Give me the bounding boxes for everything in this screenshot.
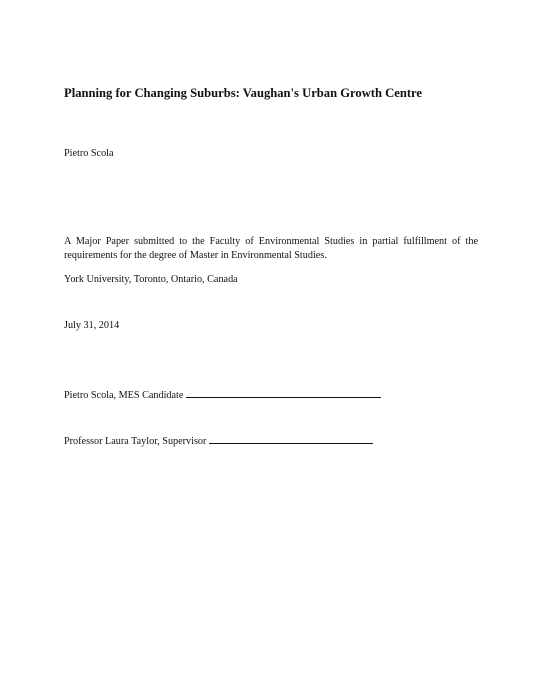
candidate-signature-line bbox=[64, 387, 381, 403]
supervisor-signature-line bbox=[64, 433, 373, 449]
candidate-signature-blank bbox=[186, 387, 381, 398]
institution-line: York University, Toronto, Ontario, Canada bbox=[64, 274, 238, 285]
submission-date: July 31, 2014 bbox=[64, 320, 120, 331]
submission-statement: A Major Paper submitted to the Faculty of Environmental Studies in partial fulfillment of the requirements for the degree of Master in Environmental Studies. bbox=[64, 236, 478, 261]
author-name: Pietro Scola bbox=[64, 148, 114, 159]
paper-title: Planning for Changing Suburbs: Vaughan's Urban Growth Centre bbox=[64, 86, 422, 100]
supervisor-signature-label: Professor Laura Taylor, Supervisor bbox=[64, 436, 207, 447]
candidate-signature-label: Pietro Scola, MES Candidate bbox=[64, 390, 184, 401]
supervisor-signature-blank bbox=[209, 433, 373, 444]
